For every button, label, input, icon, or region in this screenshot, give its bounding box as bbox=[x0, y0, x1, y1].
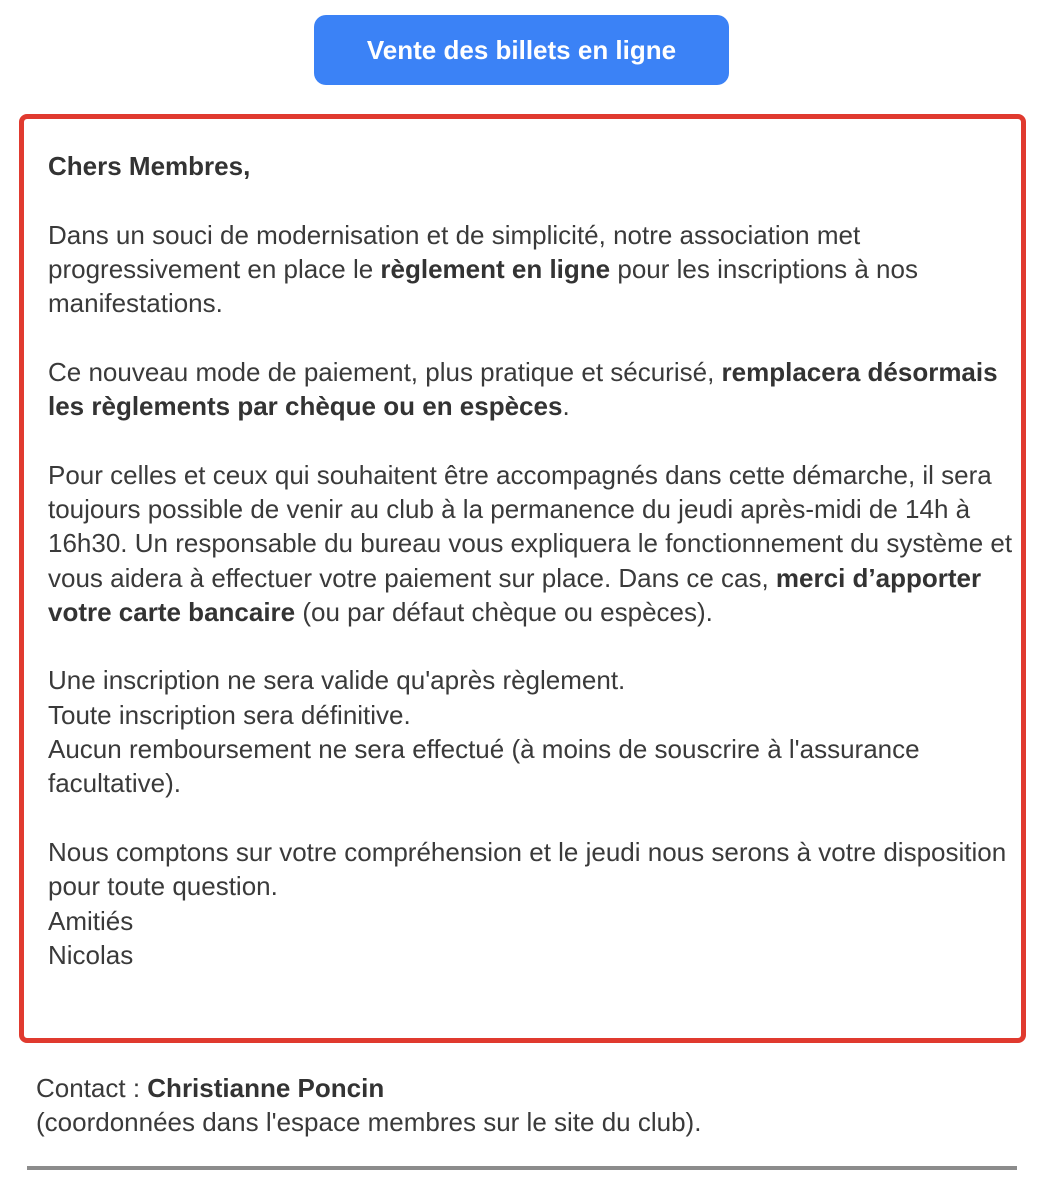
buy-tickets-button[interactable]: Vente des billets en ligne bbox=[314, 15, 729, 85]
announcement-body bbox=[48, 149, 1013, 972]
paragraph-rules bbox=[48, 663, 1013, 800]
contact-prefix: Contact : bbox=[36, 1073, 148, 1103]
rule-line: Aucun remboursement ne sera effectué (à moins de souscrire à l'assurance facultative). bbox=[48, 734, 920, 799]
paragraph-assistance: Pour celles et ceux qui souhaitent être accompagnés dans cette démarche, il sera toujours possible de venir au club à la permanence du jeudi après-midi de 14h à 16h30. Un responsable du bureau vous expliquera le fonctionnement du système et vous aidera à effectuer votre paiement sur place. Dans ce cas, merci d’apporter votre carte bancaire (ou par défaut chèque ou espèces). bbox=[48, 459, 1013, 627]
footer-divider bbox=[27, 1166, 1017, 1170]
rule-line: Toute inscription sera définitive. bbox=[48, 699, 411, 730]
greeting: Chers Membres, bbox=[48, 151, 251, 181]
signoff: Amitiés bbox=[48, 905, 134, 936]
contact-name: Christianne Poncin bbox=[147, 1073, 385, 1103]
paragraph-online-payment: Dans un souci de modernisation et de simplicité, notre association met progressivement en place le règlement en ligne pour les inscriptions à nos manifestations. bbox=[48, 219, 918, 319]
paragraph-replacement: Ce nouveau mode de paiement, plus pratique et sécurisé, remplacera désormais les règlements par chèque ou en espèces. bbox=[48, 356, 998, 422]
announcement-box bbox=[19, 114, 1026, 1043]
rule-line: Une inscription ne sera valide qu'après règlement. bbox=[48, 665, 626, 696]
signature: Nicolas bbox=[48, 939, 134, 970]
contact-details: (coordonnées dans l'espace membres sur le site du club). bbox=[36, 1107, 702, 1137]
paragraph-closing: Nous comptons sur votre compréhension et le jeudi nous serons à votre disposition pour toute question. Amitiés Nicolas bbox=[48, 836, 1007, 970]
contact-block bbox=[36, 1071, 1016, 1139]
